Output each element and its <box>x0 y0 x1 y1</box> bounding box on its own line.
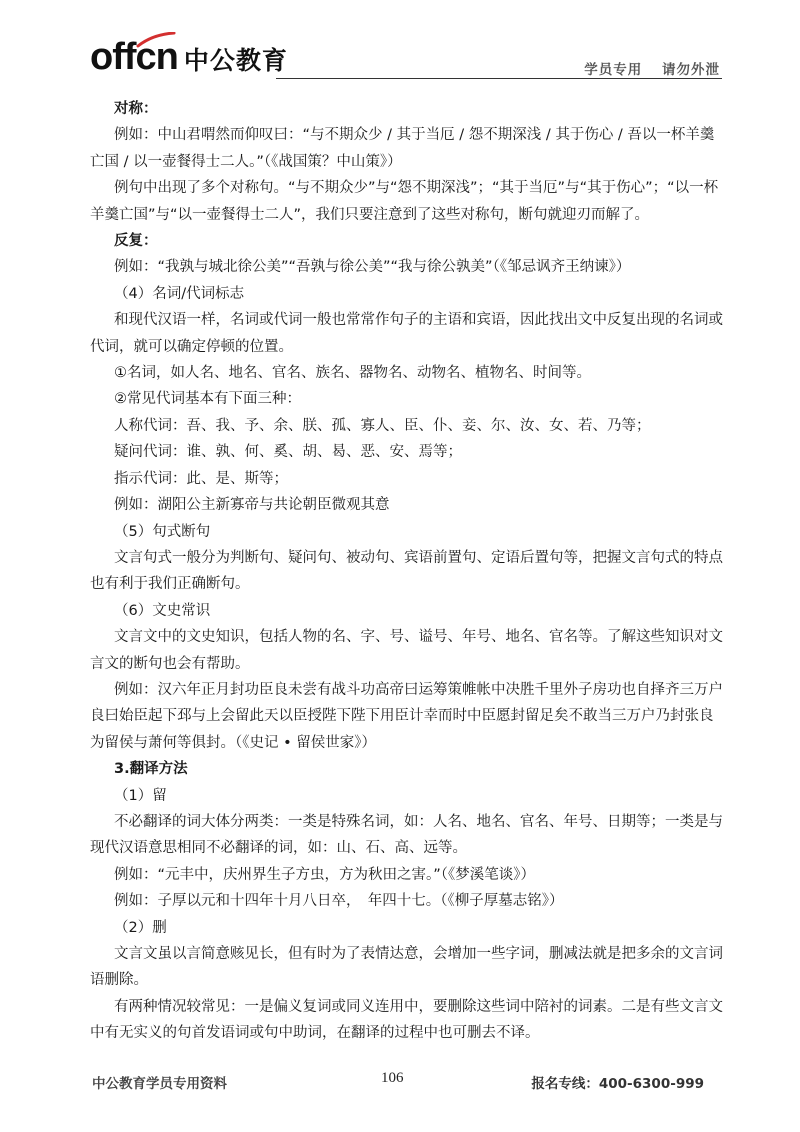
header-divider <box>276 78 722 79</box>
paragraph: ①名词，如人名、地名、官名、族名、器物名、动物名、植物名、时间等。 <box>114 365 591 382</box>
paragraph: （4）名词/代词标志 <box>114 285 245 302</box>
paragraph: 疑问代词：谁、孰、何、奚、胡、曷、恶、安、焉等； <box>114 444 462 461</box>
paragraph: 有两种情况较常见：一是偏义复词或同义连用中，要删除这些词中陪衬的词素。二是有些文言文中有无实义的句首发语词或句中助词，在翻译的过程中也可删去不译。 <box>90 998 723 1042</box>
paragraph: 例如：“元丰中，庆州界生子方虫，方为秋田之害。”（《梦溪笔谈》） <box>114 866 536 883</box>
paragraph: 例句中出现了多个对称句。“与不期众少”与“怨不期深浅”；“其于当厄”与“其于伤心”；“以一杯羊羹亡国”与“以一壶餐得士二人”，我们只要注意到了这些对称句，断句就迎刃而解了。 <box>90 180 719 223</box>
student-only-tag: 学员专用 <box>584 62 643 78</box>
logo-swoosh-icon <box>136 32 176 48</box>
paragraph: 和现代汉语一样，名词或代词一般也常常作句子的主语和宾语，因此找出文中反复出现的名词或代词，就可以确定停顿的位置。 <box>90 312 723 355</box>
paragraph: 例如：子厚以元和十四年十月八日卒， 年四十七。（《柳子厚墓志铭》） <box>114 893 564 910</box>
paragraph: 人称代词：吾、我、予、余、朕、孤、寡人、臣、仆、妾、尔、汝、女、若、乃等； <box>114 417 651 434</box>
logo-wordmark: offcn <box>90 38 178 76</box>
paragraph: 例如：湖阳公主新寡帝与共论朝臣微观其意 <box>114 497 390 514</box>
paragraph: 文言文中的文史知识，包括人物的名、字、号、谥号、年号、地名、官名等。了解这些知识对文言文的断句也会有帮助。 <box>90 629 723 672</box>
logo-chinese-name: 中公教育 <box>183 46 288 75</box>
section-heading: 3.翻译方法 <box>114 761 188 778</box>
paragraph: （5）句式断句 <box>114 523 211 540</box>
offcn-logo <box>90 38 288 76</box>
paragraph: 不必翻译的词大体分两类：一类是特殊名词，如：人名、地名、官名、年号、日期等；一类是与现代汉语意思相同不必翻译的词，如：山、石、高、远等。 <box>90 813 723 857</box>
footer-hotline: 报名专线：400-6300-999 <box>531 1076 704 1092</box>
paragraph: 例如：汉六年正月封功臣良未尝有战斗功高帝曰运筹策帷帐中决胜千里外子房功也自择齐三万户良曰始臣起下邳与上会留此天以臣授陛下陛下用臣计幸而时中臣愿封留足矣不敢当三万户乃封张良为留侯与萧何等俱封。（《史记 • 留侯世家》） <box>90 681 723 751</box>
section-heading: 反复： <box>114 233 158 250</box>
document-body <box>90 96 726 1047</box>
confidential-tag: 请勿外泄 <box>662 62 720 78</box>
paragraph: 例如：“我孰与城北徐公美”“吾孰与徐公美”“我与徐公孰美”（《邹忌讽齐王纳谏》） <box>114 259 631 276</box>
paragraph: （2）删 <box>114 919 167 936</box>
paragraph: 例如：中山君喟然而仰叹曰：“与不期众少 / 其于当厄 / 怨不期深浅 / 其于伤心 / 吾以一杯羊羹亡国 / 以一壶餐得士二人。”（《战国策？中山策》） <box>90 127 715 170</box>
paragraph: ②常见代词基本有下面三种： <box>114 391 301 408</box>
page-footer <box>0 1066 800 1096</box>
paragraph: 文言文虽以言简意赅见长，但有时为了表情达意，会增加一些字词，删减法就是把多余的文言词语删除。 <box>90 946 723 989</box>
paragraph: （1）留 <box>114 787 167 804</box>
header-tags <box>584 58 720 78</box>
footer-brand: 中公教育学员专用资料 <box>92 1076 227 1092</box>
paragraph: 指示代词：此、是、斯等； <box>114 470 288 487</box>
page-number: 106 <box>381 1070 404 1086</box>
paragraph: 文言句式一般分为判断句、疑问句、被动句、宾语前置句、定语后置句等，把握文言句式的特点也有利于我们正确断句。 <box>90 549 723 593</box>
page-header <box>0 0 800 90</box>
section-heading: 对称： <box>114 101 158 117</box>
paragraph: （6）文史常识 <box>114 602 211 619</box>
